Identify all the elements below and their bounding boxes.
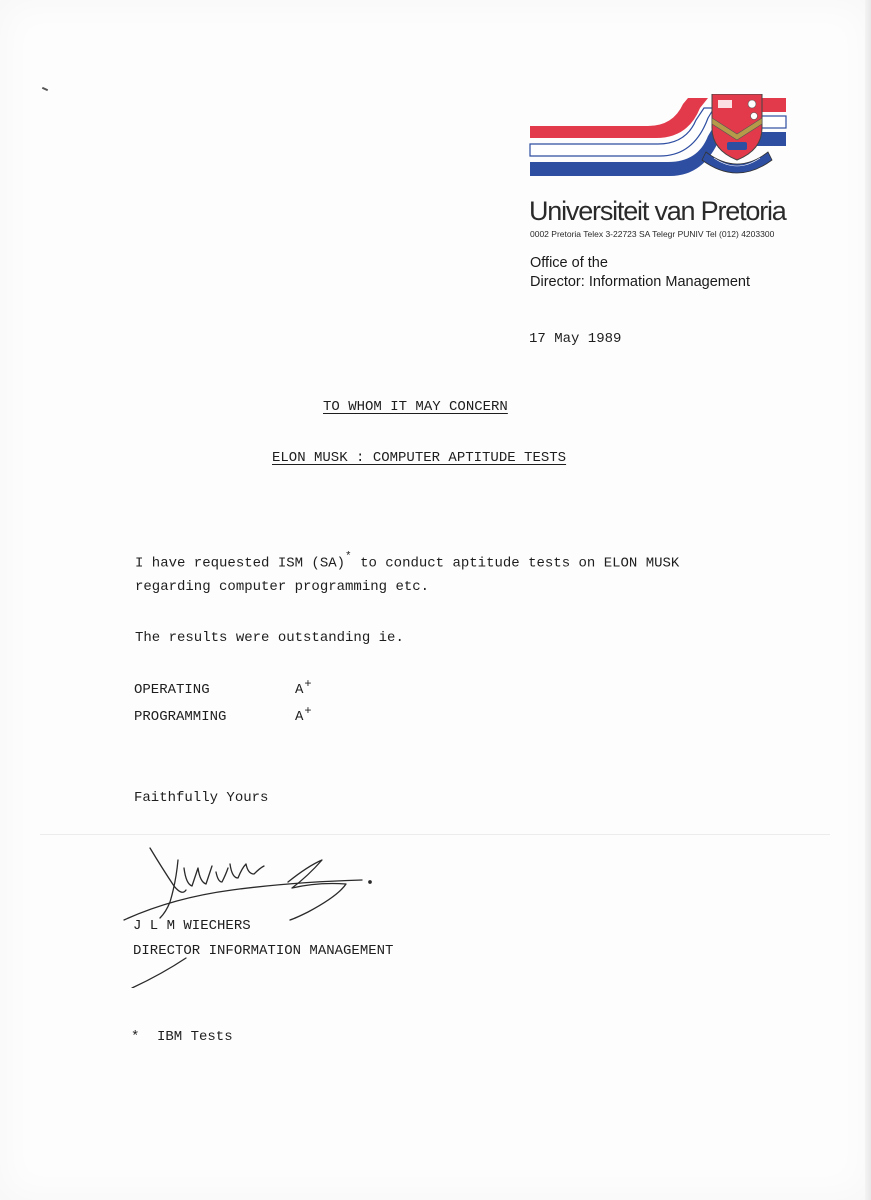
body-line-1: [135, 553, 679, 572]
page-edge-shadow: [865, 0, 871, 1200]
grade-modifier: +: [304, 677, 312, 691]
office-heading: [530, 254, 750, 292]
letter-subject: ELON MUSK : COMPUTER APTITUDE TESTS: [272, 450, 567, 466]
result-grade-programming: [295, 704, 312, 725]
ism-asterisk: *: [345, 551, 352, 563]
signatory-name: J L M WIECHERS: [133, 918, 251, 934]
university-address: 0002 Pretoria Telex 3-22723 SA Telegr PUNIV Tel (012) 4203300: [530, 229, 775, 239]
footnote-marker: *: [131, 1029, 140, 1045]
letter-closing: Faithfully Yours: [134, 790, 269, 806]
grade-letter: A: [295, 682, 304, 698]
office-line-2: Director: Information Management: [530, 274, 751, 290]
footnote-text: IBM Tests: [157, 1029, 233, 1045]
paper-speck: [42, 87, 48, 91]
university-name: Universiteit van Pretoria: [529, 196, 786, 226]
body-line-1-post: to conduct aptitude tests on ELON MUSK: [360, 555, 680, 572]
letter-salutation: TO WHOM IT MAY CONCERN: [323, 399, 508, 415]
result-grade-operating: [295, 677, 312, 698]
fold-line: [40, 834, 830, 835]
letter-date: 17 May 1989: [529, 331, 622, 347]
body-line-1-pre: I have requested ISM (SA): [135, 555, 346, 572]
body-line-2: regarding computer programming etc.: [135, 579, 430, 595]
result-subject-operating: OPERATING: [134, 682, 210, 698]
handwritten-signature: [112, 838, 392, 988]
results-intro: The results were outstanding ie.: [135, 630, 404, 646]
signatory-title: DIRECTOR INFORMATION MANAGEMENT: [133, 943, 394, 959]
grade-letter: A: [295, 709, 304, 725]
result-subject-programming: PROGRAMMING: [134, 709, 227, 725]
grade-modifier: +: [304, 704, 312, 718]
office-line-1: Office of the: [530, 255, 608, 271]
